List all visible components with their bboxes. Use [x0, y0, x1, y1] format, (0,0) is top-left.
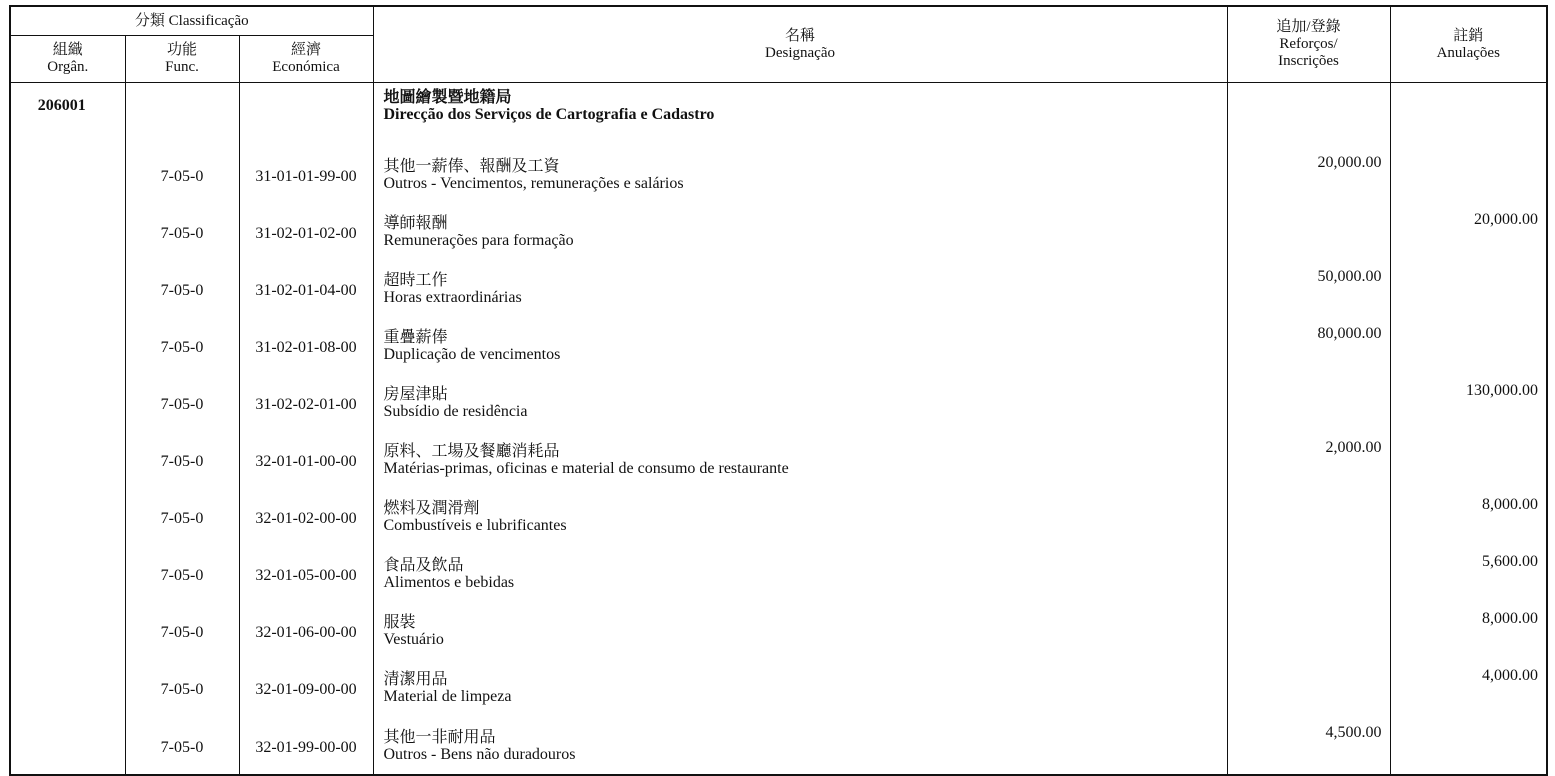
designation: [373, 544, 1227, 601]
function-header: [125, 36, 239, 83]
designation: [373, 715, 1227, 775]
reinforcement-amount: [1227, 544, 1390, 601]
table-row: [10, 316, 1547, 373]
annulment-amount: 130,000.00: [1390, 373, 1547, 430]
designation-zh: 食品及飲品: [383, 556, 464, 574]
reinforcement-amount: [1227, 658, 1390, 715]
designation: [373, 316, 1227, 373]
designation-pt: Material de limpeza: [383, 687, 512, 705]
annulment-amount: 20,000.00: [1390, 202, 1547, 259]
table-row: [10, 487, 1547, 544]
designation-zh: 超時工作: [383, 271, 448, 289]
function-header-pt: Func.: [165, 59, 199, 75]
designation-pt: Matérias-primas, oficinas e material de consumo de restaurante: [383, 459, 789, 477]
designation-pt: Horas extraordinárias: [383, 288, 522, 306]
table-row: [10, 259, 1547, 316]
function-code: 7-05-0: [125, 658, 239, 715]
annulment-amount: 5,600.00: [1390, 544, 1547, 601]
organ-header-pt: Orgân.: [47, 59, 89, 75]
designation: [373, 658, 1227, 715]
function-code: 7-05-0: [125, 601, 239, 658]
reinforcement-amount: 50,000.00: [1227, 259, 1390, 316]
function-code: 7-05-0: [125, 715, 239, 775]
organ-name-zh: 地圖繪製暨地籍局: [383, 89, 512, 106]
designation-pt: Subsídio de residência: [383, 402, 528, 420]
reinforcement-amount: 20,000.00: [1227, 145, 1390, 202]
annulment-amount: [1390, 316, 1547, 373]
organ-code: 206001: [10, 83, 125, 146]
reinforcement-amount: [1227, 601, 1390, 658]
economic-code: 31-02-02-01-00: [239, 373, 373, 430]
designation: [373, 487, 1227, 544]
economic-code: 31-01-01-99-00: [239, 145, 373, 202]
designation-header-zh: 名稱: [784, 27, 815, 44]
reinforcement-amount: 4,500.00: [1227, 715, 1390, 775]
annulment-amount: [1390, 715, 1547, 775]
designation-header: [373, 6, 1227, 83]
economic-header-pt: Económica: [272, 59, 340, 75]
reinforcement-amount: [1227, 487, 1390, 544]
designation-zh: 清潔用品: [383, 670, 448, 688]
economic-code: 32-01-05-00-00: [239, 544, 373, 601]
designation-zh: 重疊薪俸: [383, 328, 448, 346]
designation-header-pt: Designação: [765, 44, 835, 61]
designation-zh: 其他一薪俸、報酬及工資: [383, 157, 560, 175]
table-row: [10, 145, 1547, 202]
function-code: 7-05-0: [125, 487, 239, 544]
function-code: 7-05-0: [125, 430, 239, 487]
economic-code: 32-01-09-00-00: [239, 658, 373, 715]
table-row: [10, 373, 1547, 430]
organ-name-pt: Direcção dos Serviços de Cartografia e Cadastro: [383, 106, 715, 123]
reinforcements-header-pt1: Reforços/: [1279, 36, 1338, 52]
designation-pt: Outros - Vencimentos, remunerações e salários: [383, 174, 684, 192]
organ-name: [373, 83, 1227, 146]
reinforcement-amount: 80,000.00: [1227, 316, 1390, 373]
annulment-amount: 8,000.00: [1390, 601, 1547, 658]
economic-code: 32-01-06-00-00: [239, 601, 373, 658]
designation-zh: 燃料及潤滑劑: [383, 499, 480, 517]
annulments-header: [1390, 6, 1547, 83]
reinforcements-header-pt2: Inscrições: [1278, 53, 1339, 69]
designation-zh: 原料、工場及餐廳消耗品: [383, 442, 560, 460]
annulment-amount: [1390, 259, 1547, 316]
designation: [373, 202, 1227, 259]
designation-pt: Alimentos e bebidas: [383, 573, 515, 591]
table-row: [10, 601, 1547, 658]
economic-header-zh: 經濟: [290, 42, 321, 58]
table-row: [10, 430, 1547, 487]
designation-pt: Outros - Bens não duradouros: [383, 745, 576, 763]
economic-header: [239, 36, 373, 83]
designation: [373, 259, 1227, 316]
designation-pt: Duplicação de vencimentos: [383, 345, 561, 363]
designation-zh: 導師報酬: [383, 214, 448, 232]
designation: [373, 601, 1227, 658]
budget-table: [9, 5, 1548, 776]
economic-code: 31-02-01-04-00: [239, 259, 373, 316]
designation-zh: 其他一非耐用品: [383, 728, 496, 746]
economic-code: 31-02-01-08-00: [239, 316, 373, 373]
function-code: 7-05-0: [125, 373, 239, 430]
designation-zh: 服裝: [383, 613, 416, 631]
organ-header: [10, 36, 125, 83]
economic-code: 31-02-01-02-00: [239, 202, 373, 259]
economic-code: 32-01-01-00-00: [239, 430, 373, 487]
reinforcement-amount: 2,000.00: [1227, 430, 1390, 487]
annulment-amount: [1390, 145, 1547, 202]
designation: [373, 145, 1227, 202]
classification-header: 分類 Classificação: [10, 6, 373, 36]
designation: [373, 430, 1227, 487]
function-header-zh: 功能: [166, 42, 197, 58]
annulment-amount: [1390, 430, 1547, 487]
function-code: 7-05-0: [125, 544, 239, 601]
designation-pt: Remunerações para formação: [383, 231, 574, 249]
reinforcement-amount: [1227, 202, 1390, 259]
annulment-amount: 4,000.00: [1390, 658, 1547, 715]
economic-code: 32-01-99-00-00: [239, 715, 373, 775]
designation-pt: Vestuário: [383, 630, 444, 648]
reinforcements-header: [1227, 6, 1390, 83]
annulment-amount: 8,000.00: [1390, 487, 1547, 544]
designation-pt: Combustíveis e lubrificantes: [383, 516, 567, 534]
function-code: 7-05-0: [125, 316, 239, 373]
organ-row: [10, 83, 1547, 146]
function-code: 7-05-0: [125, 202, 239, 259]
function-code: 7-05-0: [125, 145, 239, 202]
function-code: 7-05-0: [125, 259, 239, 316]
annulments-header-pt: Anulações: [1436, 44, 1500, 61]
table-row: [10, 202, 1547, 259]
table-row: [10, 658, 1547, 715]
table-row: [10, 544, 1547, 601]
economic-code: 32-01-02-00-00: [239, 487, 373, 544]
designation: [373, 373, 1227, 430]
reinforcements-header-zh: 追加/登錄: [1276, 19, 1341, 35]
designation-zh: 房屋津貼: [383, 385, 448, 403]
annulments-header-zh: 註銷: [1453, 27, 1484, 44]
reinforcement-amount: [1227, 373, 1390, 430]
table-row: [10, 715, 1547, 775]
organ-header-zh: 組織: [52, 42, 83, 58]
